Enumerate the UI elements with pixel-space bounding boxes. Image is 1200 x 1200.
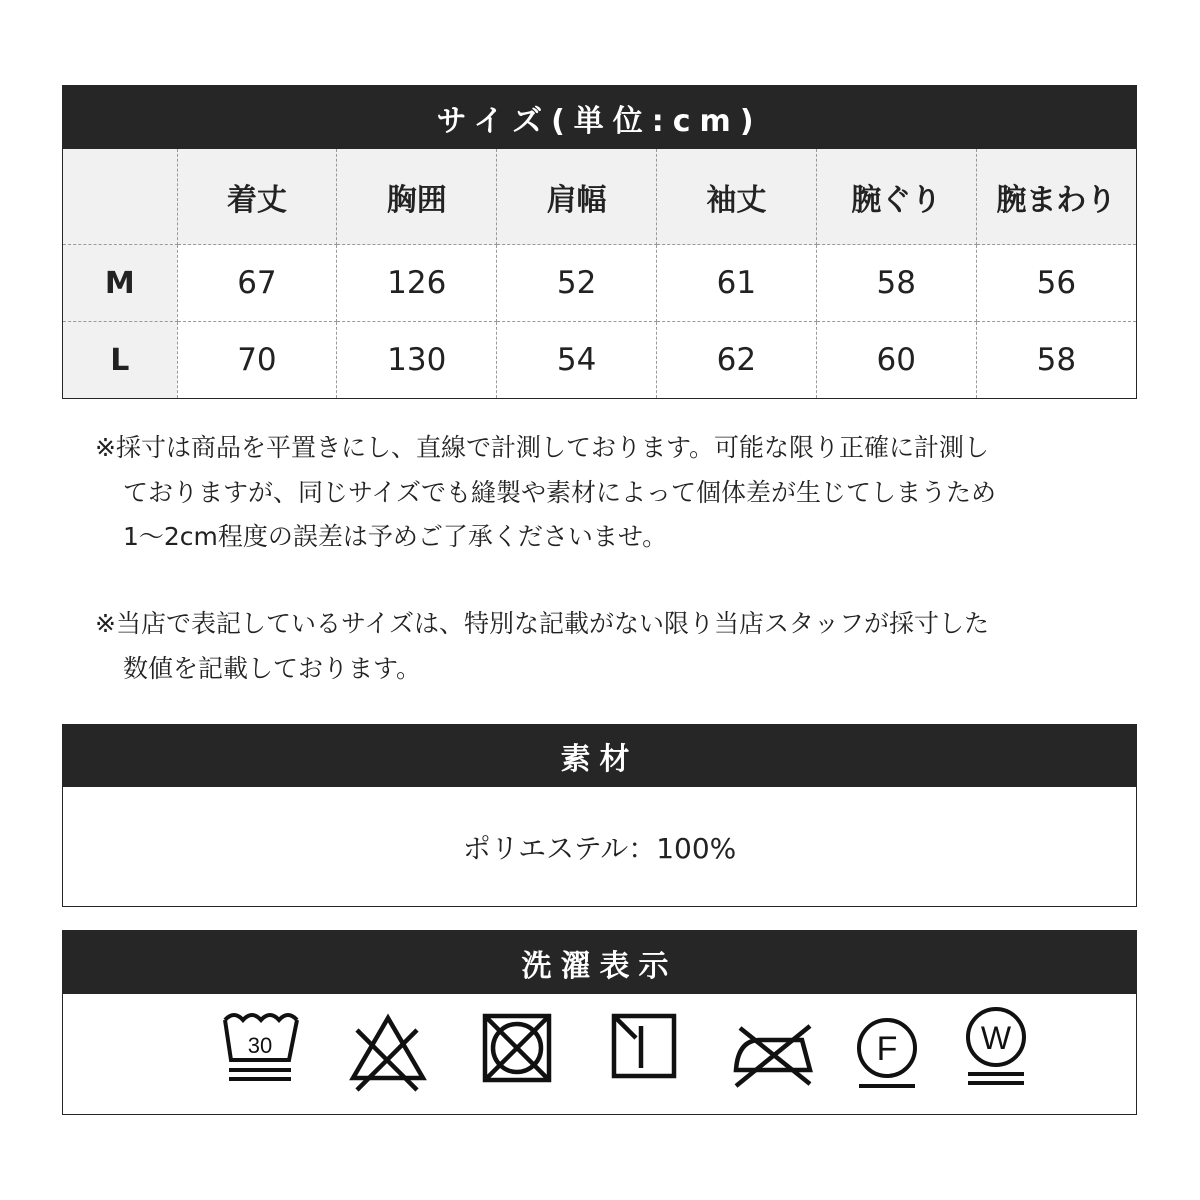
column-header: 腕まわり xyxy=(976,149,1136,245)
note-line: 数値を記載しております。 xyxy=(123,653,422,683)
material-section xyxy=(62,724,1137,907)
table-cell: 54 xyxy=(497,322,657,399)
dry-clean-letter: F xyxy=(876,1030,898,1068)
size-table-header-row xyxy=(63,149,1136,245)
washing-icons xyxy=(63,994,1136,1114)
measurement-note xyxy=(95,426,1095,560)
size-label: M xyxy=(63,245,177,322)
table-cell: 58 xyxy=(816,245,976,322)
washing-section xyxy=(62,930,1137,1115)
column-header: 着丈 xyxy=(177,149,337,245)
table-cell: 70 xyxy=(177,322,337,399)
table-cell: 61 xyxy=(656,245,816,322)
table-cell: 67 xyxy=(177,245,337,322)
material-content: ポリエステル：100% xyxy=(462,831,737,865)
size-notation-note xyxy=(95,602,1095,691)
no-bleach-icon xyxy=(345,1008,431,1094)
note-line: 1～2cm程度の誤差は予めご了承くださいませ。 xyxy=(123,522,668,551)
table-cell: 126 xyxy=(337,245,497,322)
note-line: ※当店で表記しているサイズは、特別な記載がない限り当店スタッフが採寸した xyxy=(95,609,989,638)
column-header: 胸囲 xyxy=(337,149,497,245)
size-label: L xyxy=(63,322,177,399)
note-line: ておりますが、同じサイズでも縫製や素材によって個体差が生じてしまうため xyxy=(123,477,997,507)
wash-30-gentle-icon xyxy=(217,1008,303,1094)
note-line: ※採寸は商品を平置きにし、直線で計測しております。可能な限り正確に計測し xyxy=(95,433,989,462)
size-table xyxy=(63,149,1136,398)
dry-clean-f-icon xyxy=(844,1008,930,1094)
size-table-section xyxy=(62,85,1137,399)
column-header: 腕ぐり xyxy=(816,149,976,245)
table-cell: 130 xyxy=(337,322,497,399)
wet-clean-w-gentle-icon xyxy=(953,1002,1039,1088)
column-header: 袖丈 xyxy=(656,149,816,245)
wash-temp-label: 30 xyxy=(247,1033,273,1058)
table-cell: 58 xyxy=(1036,342,1077,378)
material-title: 素材 xyxy=(63,725,1136,787)
table-cell: 56 xyxy=(976,245,1136,322)
no-tumble-dry-icon xyxy=(473,1008,559,1094)
table-row xyxy=(63,322,1136,399)
line-dry-shade-icon xyxy=(602,1008,688,1094)
size-table-corner xyxy=(63,149,177,245)
table-cell: 62 xyxy=(656,322,816,399)
wet-clean-letter: W xyxy=(980,1020,1012,1056)
table-cell: 60 xyxy=(816,322,976,399)
table-cell: 52 xyxy=(497,245,657,322)
column-header: 肩幅 xyxy=(497,149,657,245)
washing-title: 洗濯表示 xyxy=(63,931,1136,994)
table-row xyxy=(63,245,1136,322)
no-iron-icon xyxy=(730,1008,816,1094)
size-table-title: サイズ(単位:cm) xyxy=(63,86,1136,149)
